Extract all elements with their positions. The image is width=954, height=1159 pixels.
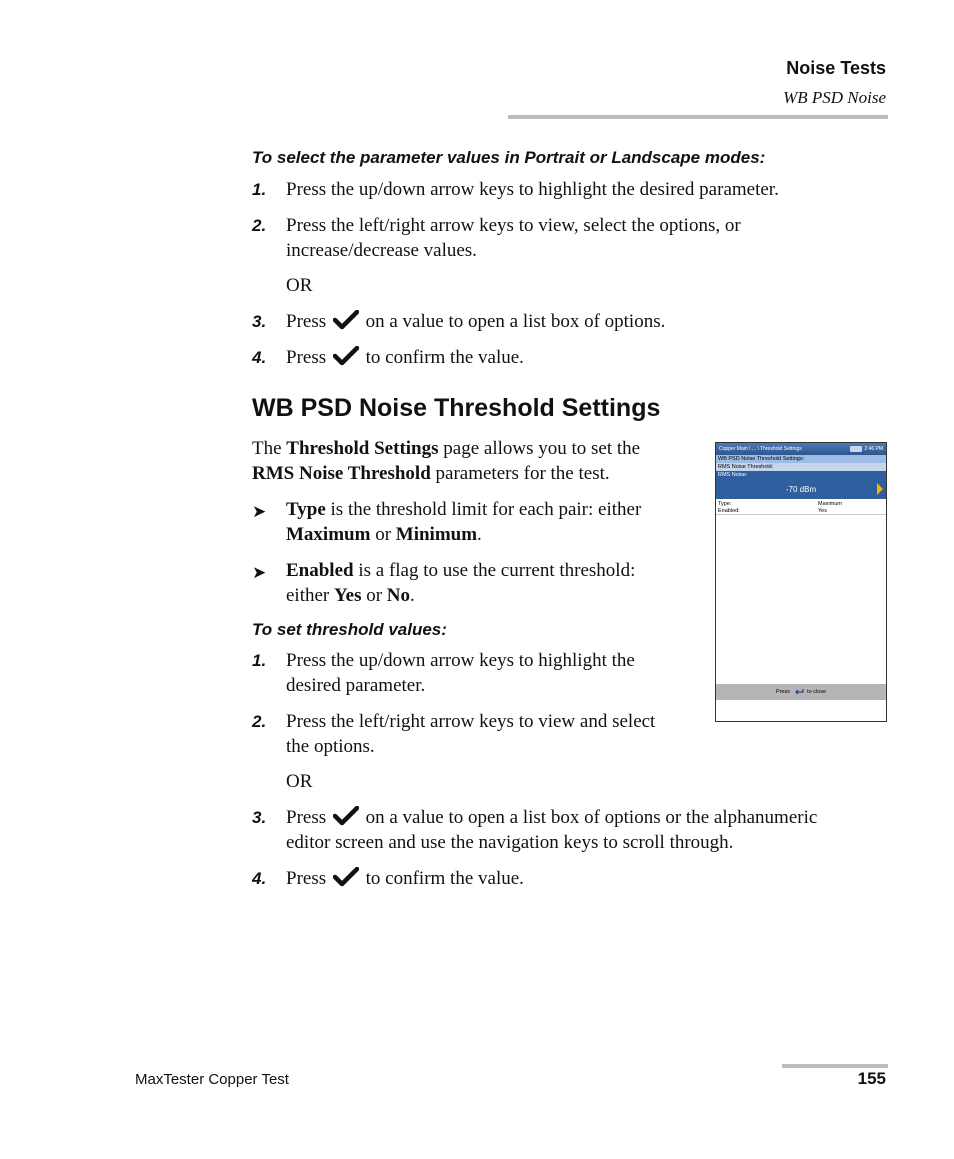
or-text: OR <box>286 275 313 296</box>
step-text <box>286 345 524 370</box>
text: either <box>286 585 330 606</box>
bullet-text <box>286 558 635 608</box>
step-post: on a value to open a list box of options. <box>365 311 666 332</box>
bold-term: RMS Noise Threshold <box>252 463 431 484</box>
step-number: 4. <box>252 869 267 888</box>
divider <box>716 514 886 515</box>
bold-term: Type <box>286 499 326 520</box>
bold-term: Threshold Settings <box>286 438 439 459</box>
procedure-title: To select the parameter values in Portrait or Landscape modes: <box>252 148 766 167</box>
step-line: Press the left/right arrow keys to view and select <box>286 711 656 732</box>
value-text: -70 dBm <box>785 485 817 494</box>
step-text <box>286 709 655 759</box>
step-pre: Press <box>286 807 327 828</box>
header-rule <box>508 115 888 119</box>
intro-paragraph <box>252 436 702 486</box>
bold-term: No <box>386 585 411 606</box>
footer-text: to close <box>807 689 827 695</box>
bullet-marker: ➤ <box>252 563 267 583</box>
page-number: 155 <box>857 1069 886 1088</box>
step-line: editor screen and use the navigation keys to scroll through. <box>286 832 734 853</box>
step-pre: Press <box>286 868 327 889</box>
or-text: OR <box>286 771 313 792</box>
step-post: on a value to open a list box of options or the alphanumeric <box>365 807 818 828</box>
breadcrumb: Copper Main \ ... \ Threshold Settings <box>719 446 802 452</box>
bold-term: Maximum <box>286 524 371 545</box>
value-field[interactable] <box>716 479 886 499</box>
step-text <box>286 309 665 334</box>
document-title: MaxTester Copper Test <box>135 1071 289 1088</box>
row-label: RMS Noise: <box>718 472 748 478</box>
checkmark-icon <box>333 346 359 366</box>
battery-icon <box>850 446 862 452</box>
back-arrow-icon <box>794 688 804 694</box>
pair-key: Type: <box>718 501 732 507</box>
text: is the threshold limit for each pair: either <box>330 499 642 520</box>
text: or <box>366 585 383 606</box>
step-line: increase/decrease values. <box>286 240 477 261</box>
device-row[interactable] <box>716 463 886 471</box>
step-pre: Press <box>286 311 327 332</box>
running-header-subtitle: WB PSD Noise <box>783 88 886 107</box>
footer-rule <box>782 1064 888 1068</box>
pair-value: Maximum <box>818 501 842 507</box>
text: parameters for the test. <box>435 463 610 484</box>
checkmark-icon <box>333 806 359 826</box>
step-text <box>286 213 741 263</box>
text: page allows you to set the <box>443 438 641 459</box>
checkmark-icon <box>333 867 359 887</box>
step-number: 2. <box>252 216 267 235</box>
text: is a flag to use the current threshold: <box>358 560 636 581</box>
checkmark-icon <box>333 310 359 330</box>
bullet-marker: ➤ <box>252 502 267 522</box>
row-label: RMS Noise Threshold: <box>718 464 774 470</box>
device-screenshot <box>715 442 887 722</box>
device-footer-bar[interactable] <box>716 684 886 700</box>
step-number: 1. <box>252 651 267 670</box>
text: . <box>410 585 415 606</box>
step-line: the options. <box>286 736 375 757</box>
text: or <box>375 524 392 545</box>
device-row-selected[interactable] <box>716 455 886 463</box>
step-text <box>286 805 817 855</box>
clock: 2:46 PM <box>864 446 883 452</box>
footer-text: Press <box>775 689 791 695</box>
step-number: 2. <box>252 712 267 731</box>
step-line: Press the left/right arrow keys to view, select the options, or <box>286 215 741 236</box>
step-line: desired parameter. <box>286 675 426 696</box>
step-number: 3. <box>252 312 267 331</box>
bold-term: Enabled <box>286 560 354 581</box>
bold-term: Yes <box>334 585 362 606</box>
step-pre: Press <box>286 347 327 368</box>
device-title-bar <box>716 443 886 455</box>
right-arrow-icon[interactable] <box>877 483 883 495</box>
device-row[interactable] <box>716 471 886 479</box>
procedure-title: To set threshold values: <box>252 620 447 639</box>
pair-key: Enabled: <box>718 508 740 514</box>
running-header-title: Noise Tests <box>786 58 886 78</box>
step-number: 1. <box>252 180 267 199</box>
text: The <box>252 438 282 459</box>
bold-term: Minimum <box>395 524 478 545</box>
text: . <box>477 524 482 545</box>
step-text <box>286 648 635 698</box>
step-number: 3. <box>252 808 267 827</box>
bullet-text <box>286 497 641 547</box>
step-text: Press the up/down arrow keys to highlight the desired parameter. <box>286 179 779 200</box>
step-post: to confirm the value. <box>365 868 524 889</box>
step-text <box>286 866 524 891</box>
section-heading: WB PSD Noise Threshold Settings <box>252 394 661 422</box>
pair-value: Yes <box>818 508 827 514</box>
step-number: 4. <box>252 348 267 367</box>
step-line: Press the up/down arrow keys to highlight the <box>286 650 635 671</box>
row-label: WB PSD Noise Threshold Settings: <box>718 456 805 462</box>
step-post: to confirm the value. <box>365 347 524 368</box>
